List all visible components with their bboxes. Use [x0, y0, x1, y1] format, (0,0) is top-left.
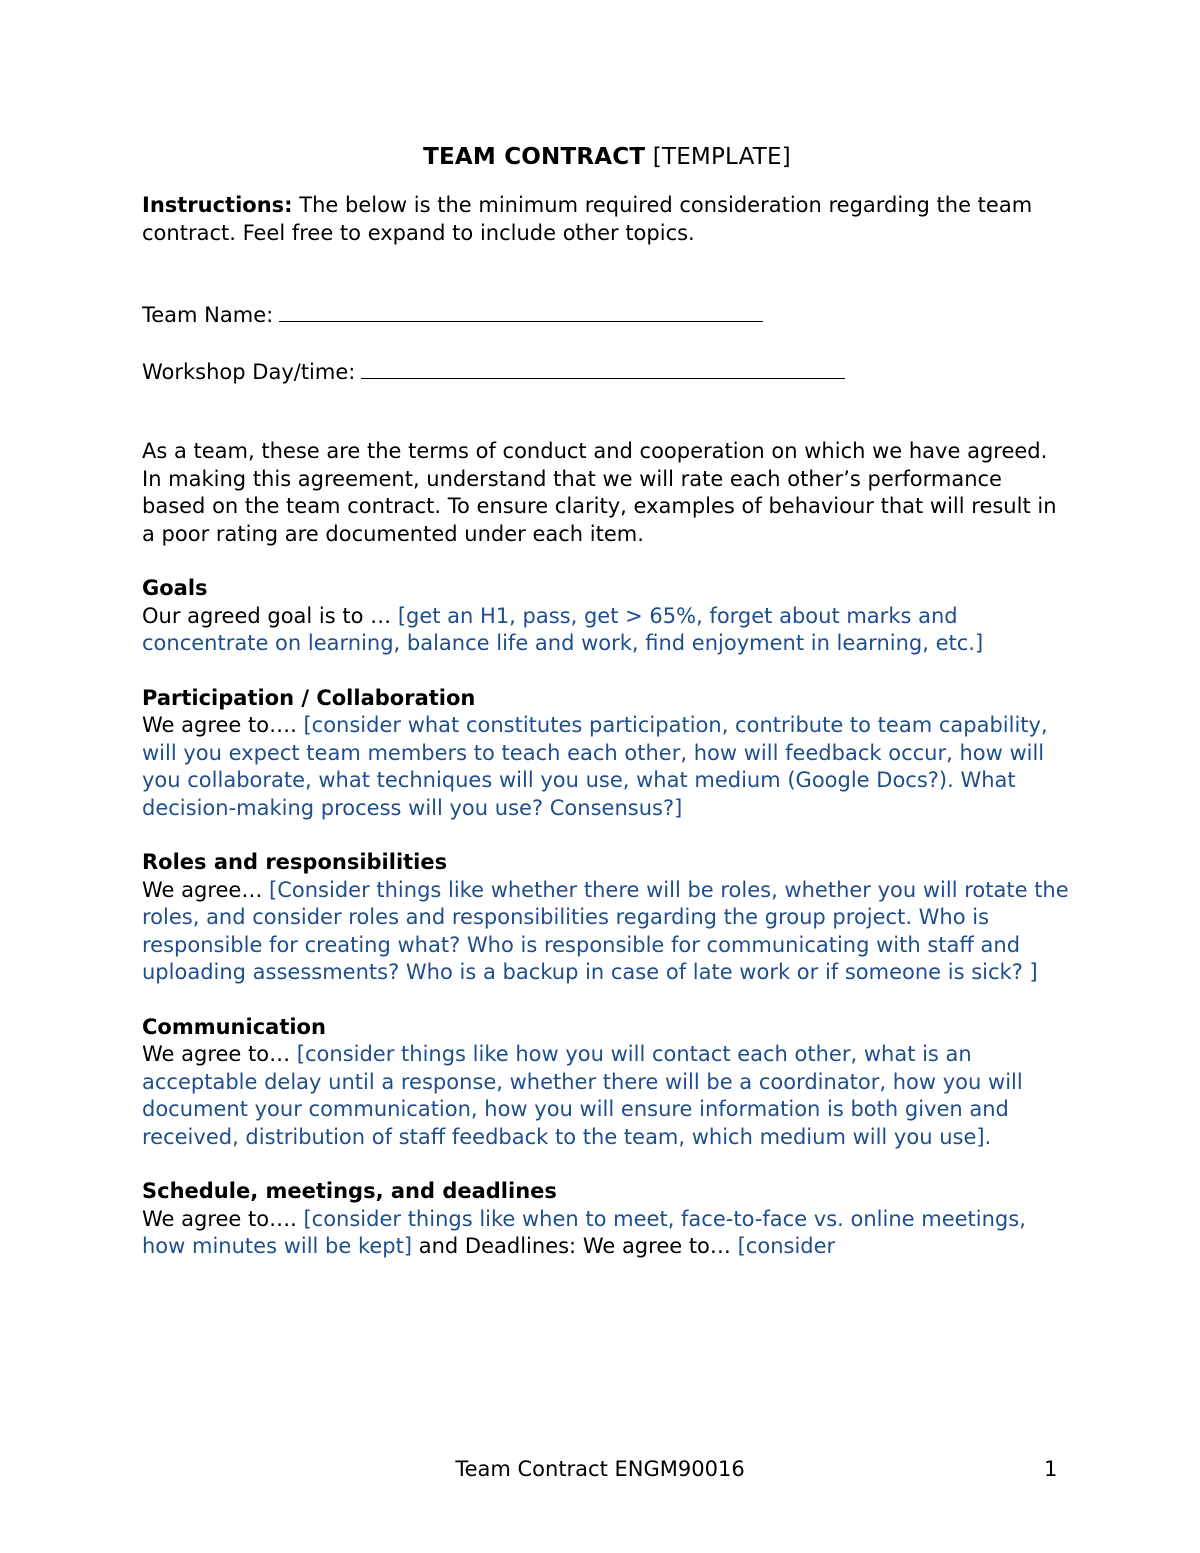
document-title — [142, 139, 1072, 175]
section-body — [142, 877, 1072, 987]
section-lead: We agree to…. — [142, 1206, 297, 1231]
section-body — [142, 1206, 1072, 1261]
section-participation — [142, 685, 1072, 823]
section-body — [142, 603, 1072, 658]
section-tail-hint: [consider — [737, 1234, 836, 1258]
section-body — [142, 712, 1072, 822]
section-heading: Roles and responsibilities — [142, 850, 448, 874]
section-lead: We agree to…. — [142, 713, 297, 737]
section-body — [142, 1041, 1072, 1151]
section-lead: Our agreed goal is to … — [142, 603, 392, 628]
instructions-label: Instructions: — [142, 193, 293, 217]
team-name-blank-line[interactable] — [279, 301, 763, 322]
section-roles — [142, 849, 1072, 987]
team-name-label: Team Name: — [142, 303, 274, 327]
page-number: 1 — [1044, 1457, 1058, 1481]
section-communication — [142, 1014, 1072, 1152]
section-heading: Schedule, meetings, and deadlines — [142, 1179, 557, 1203]
workshop-label: Workshop Day/time: — [142, 359, 356, 384]
section-hint: [get an H1, pass, get > 65%, forget about marks and concentrate on learning, balance life and work, find enjoyment in learning, etc.] — [142, 603, 984, 655]
title-suffix: [TEMPLATE] — [652, 144, 791, 170]
section-lead: We agree to… — [142, 1042, 291, 1066]
workshop-blank-line[interactable] — [361, 358, 845, 379]
section-heading: Participation / Collaboration — [142, 685, 476, 710]
section-hint: [Consider things like whether there will be roles, whether you will rotate the roles, and consider roles and responsibilities regarding the group project. Who is responsible for creating what? Who is responsible for communicating with staff and uploading assessments? Who is a backup in case of late work or if someone is sick? ] — [142, 877, 1069, 984]
document-content — [142, 139, 1072, 1288]
section-lead: We agree… — [142, 877, 263, 902]
section-heading: Communication — [142, 1014, 326, 1039]
team-name-field — [142, 301, 1072, 330]
section-hint: [consider things like how you will contact each other, what is an acceptable delay until a response, whether there will be a coordinator, how you will document your communication, how you will ensure information is both given and received, distribution of staff feedback to the team, which medium will you use]. — [142, 1042, 1023, 1149]
instructions-paragraph — [142, 192, 1072, 247]
section-tail: and Deadlines: We agree to… — [418, 1234, 731, 1258]
section-heading: Goals — [142, 576, 208, 600]
instructions-text: The below is the minimum required consideration regarding the team contract. Feel free to expand to include other topics. — [142, 193, 1033, 245]
section-schedule — [142, 1178, 1072, 1261]
section-hint: [consider what constitutes participation, contribute to team capability, will you expect team members to teach each other, how will feedback occur, how will you collaborate, what techniques will you use, what medium (Google Docs?). What decision-making process will you use? Consensus?] — [142, 713, 1048, 820]
workshop-field — [142, 358, 1072, 387]
title-bold: TEAM CONTRACT — [423, 144, 646, 170]
footer-text: Team Contract ENGM90016 — [455, 1457, 745, 1481]
section-goals — [142, 575, 1072, 658]
intro-paragraph: As a team, these are the terms of conduct and cooperation on which we have agreed. In making this agreement, understand that we will rate each other’s performance based on the team contract. To ensure clarity, examples of behaviour that will result in a poor rating are documented under each item. — [142, 439, 1057, 546]
section-hint: [consider things like when to meet, face-to-face vs. online meetings, how minutes will be kept] — [142, 1206, 1026, 1258]
